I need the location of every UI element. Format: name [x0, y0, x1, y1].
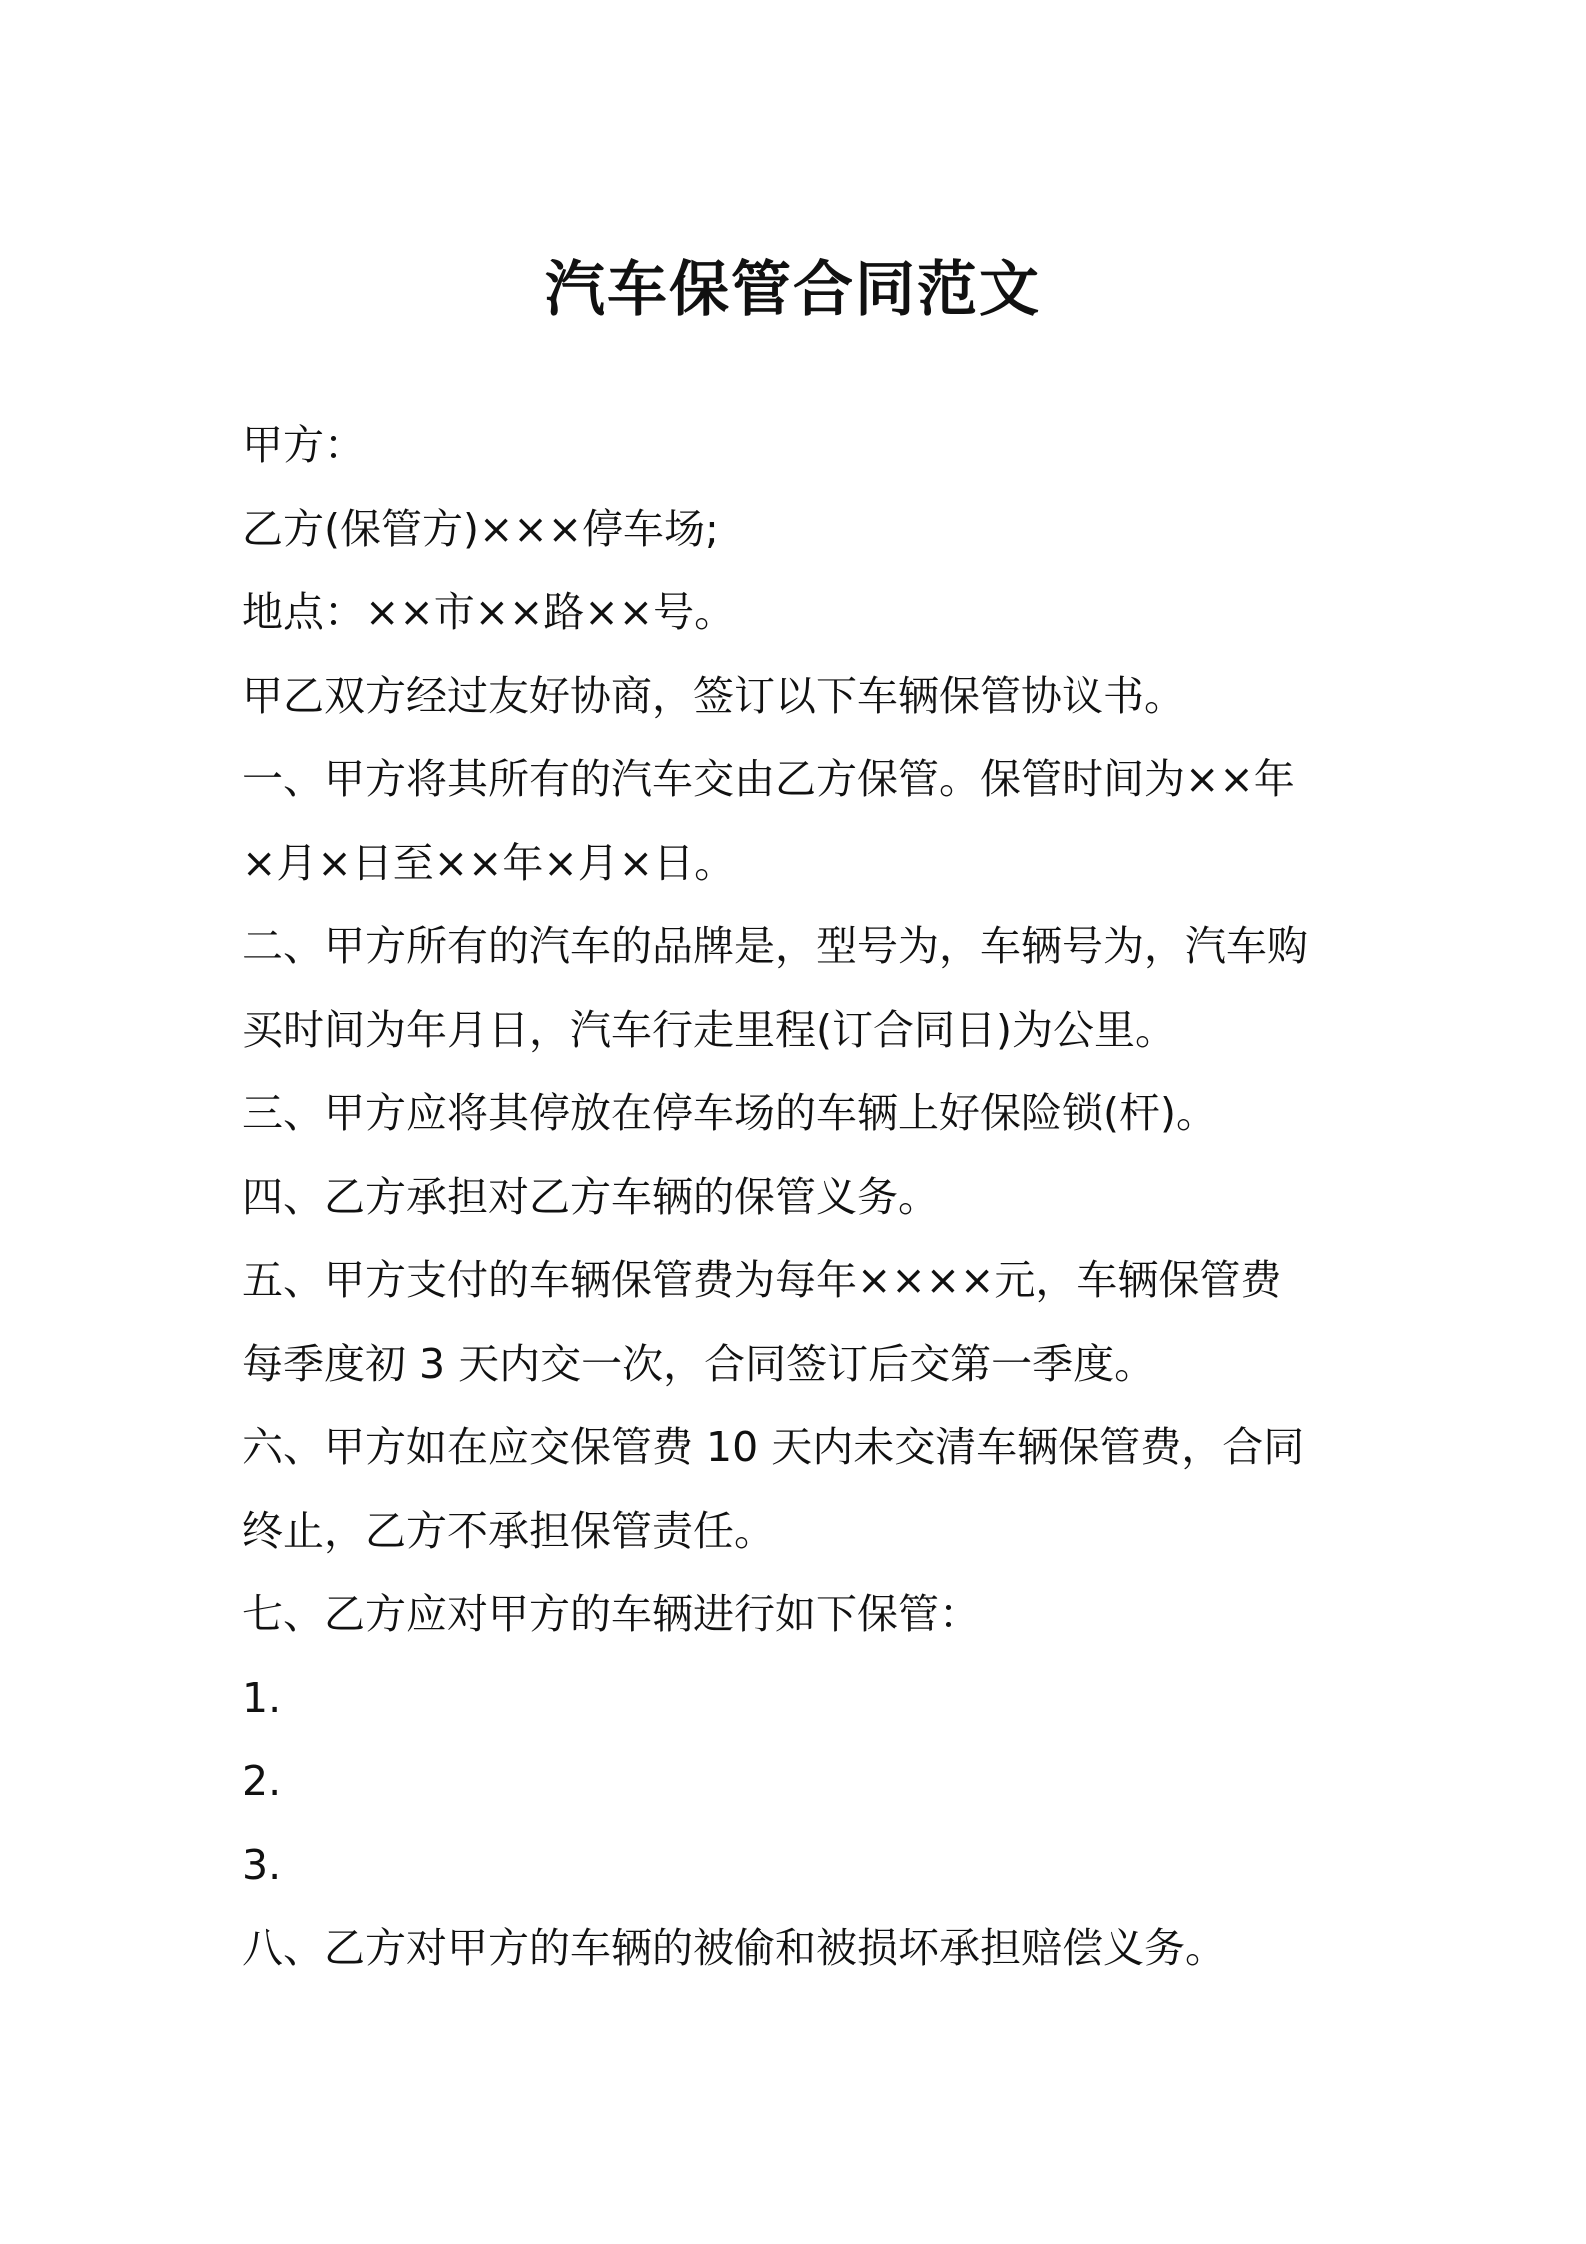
- clause-8-line: 八、乙方对甲方的车辆的被偷和被损坏承担赔偿义务。: [242, 1924, 1226, 1972]
- clause-3-line: 三、甲方应将其停放在停车场的车辆上好保险锁(杆)。: [242, 1089, 1217, 1137]
- clause-5-line-1: 五、甲方支付的车辆保管费为每年××××元，车辆保管费: [242, 1256, 1282, 1304]
- list-item-3: 3.: [242, 1840, 282, 1889]
- list-item-1: 1.: [242, 1673, 282, 1722]
- clause-7-line: 七、乙方应对甲方的车辆进行如下保管：: [242, 1590, 980, 1638]
- document-title: 汽车保管合同范文: [545, 255, 1041, 325]
- clause-2-line-1: 二、甲方所有的汽车的品牌是，型号为，车辆号为，汽车购: [242, 922, 1308, 970]
- clause-4-line: 四、乙方承担对乙方车辆的保管义务。: [242, 1172, 939, 1221]
- intro-line: 甲乙双方经过友好协商，签订以下车辆保管协议书。: [242, 671, 1185, 720]
- clause-6-line-2: 终止，乙方不承担保管责任。: [242, 1506, 775, 1555]
- clause-5-line-2: 每季度初 3 天内交一次，合同签订后交第一季度。: [242, 1339, 1156, 1388]
- party-b-line: 乙方(保管方)×××停车场;: [242, 504, 719, 553]
- document-body: [242, 404, 1362, 1991]
- list-item-2: 2.: [242, 1757, 282, 1805]
- clause-1-line-1: 一、甲方将其所有的汽车交由乙方保管。保管时间为××年: [242, 755, 1295, 803]
- clause-2-line-2: 买时间为年月日，汽车行走里程(订合同日)为公里。: [242, 1005, 1176, 1054]
- party-a-line: 甲方：: [242, 421, 365, 469]
- clause-6-line-1: 六、甲方如在应交保管费 10 天内未交清车辆保管费，合同: [242, 1423, 1305, 1471]
- location-line: 地点：××市××路××号。: [242, 588, 736, 636]
- clause-1-line-2: ×月×日至××年×月×日。: [242, 838, 736, 887]
